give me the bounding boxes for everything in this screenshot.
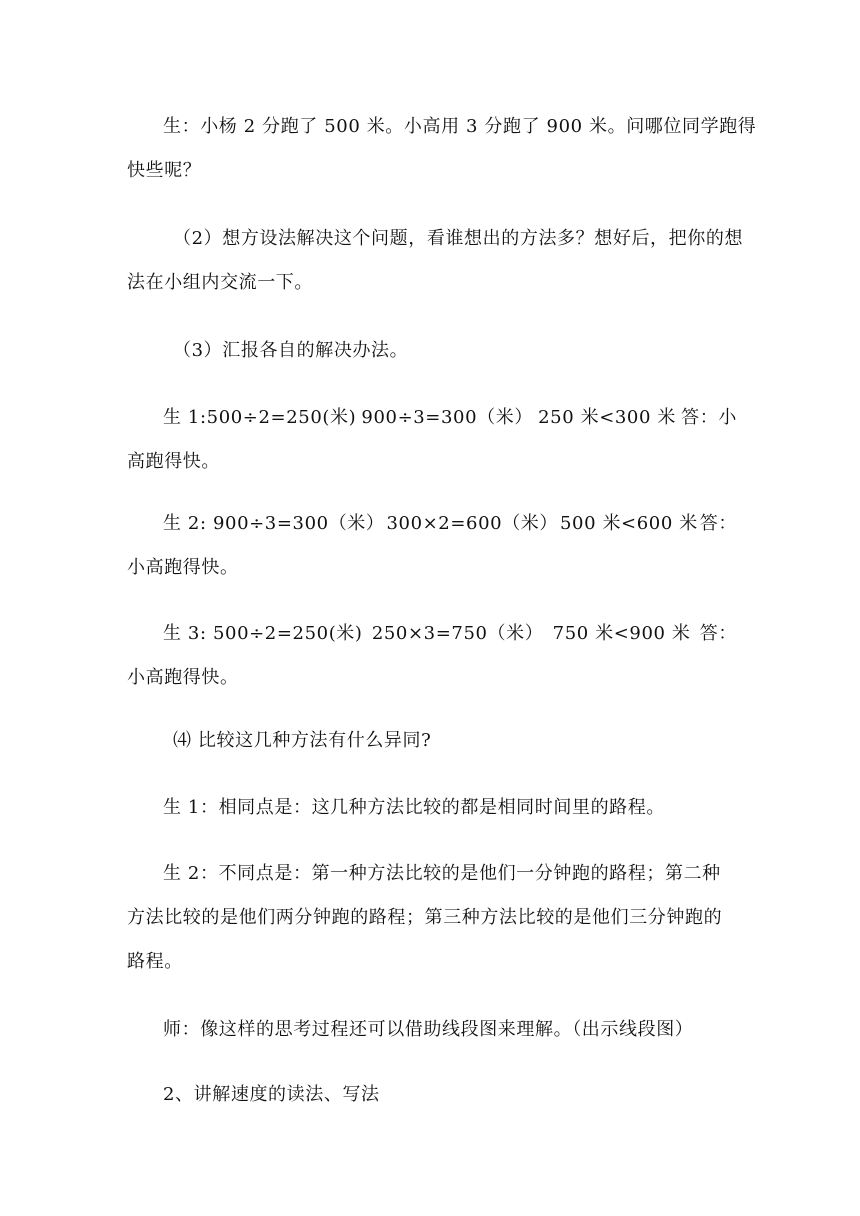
solution-segment: 生 2: 900÷3=300（米） xyxy=(163,513,385,534)
solution-segment: 300×2=600（米） xyxy=(386,513,558,534)
paragraph-solution-1 xyxy=(127,396,737,484)
paragraph-section-heading xyxy=(127,1073,737,1117)
paragraph-similarity xyxy=(127,786,737,830)
solution-segment: 250 米<300 米 xyxy=(538,407,676,428)
text-line: 方法比较的是他们两分钟跑的路程；第三种方法比较的是他们三分钟跑的 xyxy=(127,907,723,928)
solution-row xyxy=(127,502,737,546)
solution-segment: 500 米<600 米 xyxy=(559,513,698,534)
text-line: 2、讲解速度的读法、写法 xyxy=(163,1084,380,1105)
solution-segment: 生 3: 500÷2=250(米) xyxy=(163,623,363,644)
solution-row xyxy=(127,396,737,440)
solution-segment: 答： xyxy=(699,623,737,644)
solution-segment: 750 米<900 米 xyxy=(552,623,691,644)
paragraph-step-4 xyxy=(127,719,737,763)
paragraph-teacher xyxy=(127,1008,737,1052)
text-line: 生：小杨 2 分跑了 500 米。小高用 3 分跑了 900 米。问哪位同学跑得 xyxy=(163,116,757,137)
text-line: 小高跑得快。 xyxy=(127,557,239,578)
text-line: 小高跑得快。 xyxy=(127,667,239,688)
paragraph-difference xyxy=(127,852,737,984)
text-line: 生 2：不同点是：第一种方法比较的是他们一分钟跑的路程；第二种 xyxy=(163,863,721,884)
text-line: （3）汇报各自的解决办法。 xyxy=(173,340,409,361)
text-line: 法在小组内交流一下。 xyxy=(127,272,313,293)
solution-row xyxy=(127,612,737,656)
text-line: 生 1：相同点是：这几种方法比较的都是相同时间里的路程。 xyxy=(163,797,665,818)
solution-segment: 250×3=750（米） xyxy=(371,623,544,644)
solution-segment: 生 1:500÷2=250(米) xyxy=(163,407,357,428)
text-line: 路程。 xyxy=(127,951,183,972)
text-line: 师：像这样的思考过程还可以借助线段图来理解。（出示线段图） xyxy=(163,1019,694,1040)
text-line: 高跑得快。 xyxy=(127,451,220,472)
paragraph-solution-2 xyxy=(127,502,737,590)
paragraph-question xyxy=(127,105,757,193)
text-line: （2）想方设法解决这个问题，看谁想出的方法多？想好后，把你的想 xyxy=(173,228,744,249)
paragraph-solution-3 xyxy=(127,612,737,700)
text-line: 快些呢？ xyxy=(127,160,202,181)
solution-segment: 900÷3=300（米） xyxy=(361,407,533,428)
solution-segment: 答：小 xyxy=(681,407,737,428)
paragraph-step-2 xyxy=(127,217,744,305)
paragraph-step-3 xyxy=(127,329,737,373)
text-line: ⑷ 比较这几种方法有什么异同? xyxy=(173,730,432,751)
solution-segment: 答： xyxy=(699,513,737,534)
